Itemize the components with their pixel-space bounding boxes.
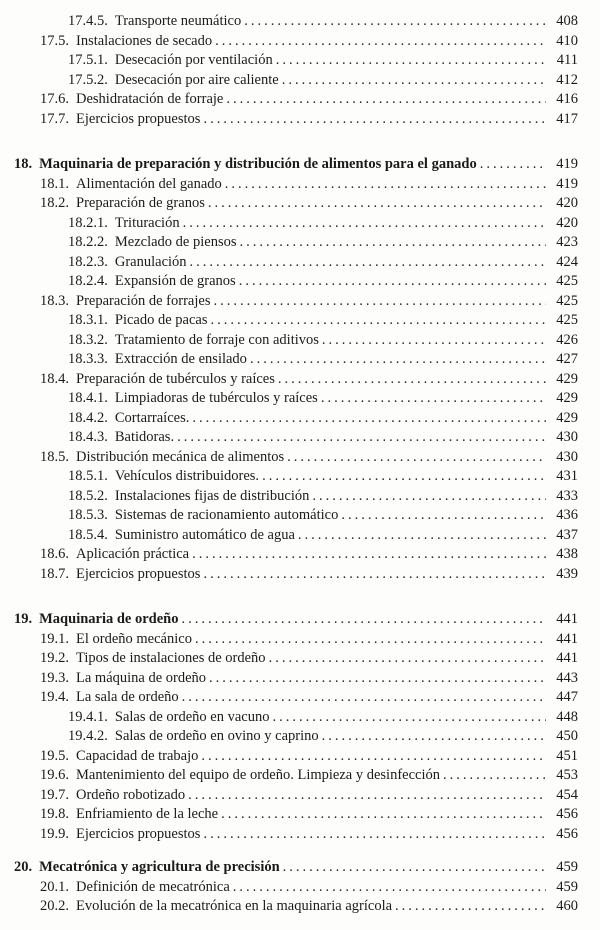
dot-leader — [321, 389, 546, 409]
toc-row — [14, 292, 578, 312]
entry-page: 425 — [556, 312, 578, 328]
entry-page: 456 — [556, 825, 578, 842]
dot-leader — [209, 669, 546, 689]
dot-leader — [192, 545, 546, 565]
dot-leader — [287, 448, 546, 468]
entry-label: Granulación — [114, 253, 187, 270]
entry-label: Cortarraíces. — [114, 409, 190, 426]
entry-number: 18.5. — [40, 448, 69, 465]
entry-number: 18.1. — [40, 175, 69, 192]
dot-leader — [183, 214, 546, 234]
dot-leader — [215, 32, 546, 52]
dot-leader — [322, 331, 546, 351]
entry-label: Expansión de granos — [114, 273, 236, 289]
dot-leader — [192, 409, 546, 429]
toc-row — [14, 428, 578, 448]
toc-row — [14, 727, 578, 747]
dot-leader — [203, 110, 546, 130]
toc-row — [14, 669, 578, 689]
toc-row — [14, 630, 578, 650]
dot-leader — [203, 565, 546, 585]
entry-page: 423 — [556, 234, 578, 250]
toc-row — [14, 32, 578, 52]
entry-label: Mantenimiento del equipo de ordeño. Limpieza y desinfección — [76, 767, 440, 783]
entry-page: 429 — [556, 370, 578, 387]
entry-label: Desecación por ventilación — [114, 52, 273, 68]
entry-page: 426 — [556, 331, 578, 348]
toc-row — [14, 858, 578, 878]
entry-label: Instalaciones de secado — [76, 32, 213, 49]
dot-leader — [278, 370, 546, 390]
entry-number: 17.6. — [40, 91, 69, 107]
entry-label: La máquina de ordeño — [76, 669, 207, 686]
toc-row — [14, 688, 578, 708]
entry-page: 459 — [556, 878, 578, 895]
entry-page: 460 — [556, 898, 578, 914]
entry-label: Mecatrónica y agricultura de precisión — [39, 859, 280, 875]
entry-label: Mezclado de piensos — [114, 234, 237, 250]
toc-row — [14, 350, 578, 370]
entry-page: 441 — [556, 611, 578, 627]
entry-label: Batidoras. — [114, 429, 175, 445]
entry-page: 425 — [556, 292, 578, 309]
dot-leader — [298, 526, 546, 546]
entry-number: 18.4.3. — [68, 429, 108, 445]
entry-page: 429 — [556, 390, 578, 406]
entry-page: 450 — [556, 728, 578, 744]
toc-row — [14, 610, 578, 630]
toc-row — [14, 194, 578, 214]
entry-label: Distribución mecánica de alimentos — [76, 448, 285, 465]
entry-number: 19. — [14, 611, 33, 627]
entry-page: 430 — [556, 429, 578, 445]
dot-leader — [182, 688, 546, 708]
toc-row — [14, 545, 578, 565]
entry-number: 18.2.2. — [68, 234, 108, 250]
entry-page: 410 — [556, 32, 578, 49]
toc-row — [14, 214, 578, 234]
entry-page: 412 — [556, 71, 578, 88]
toc-row — [14, 175, 578, 195]
toc-row — [14, 878, 578, 898]
toc-row — [14, 805, 578, 825]
entry-page: 437 — [556, 526, 578, 543]
entry-page: 441 — [556, 630, 578, 647]
dot-leader — [283, 858, 546, 878]
entry-number: 18.5.4. — [68, 526, 108, 543]
toc-row — [14, 155, 578, 175]
entry-number: 19.6. — [40, 767, 69, 783]
entry-number: 18.5.1. — [68, 468, 108, 484]
toc-row — [14, 331, 578, 351]
entry-label: Desecación por aire caliente — [114, 71, 279, 88]
dot-leader — [273, 708, 547, 728]
entry-label: Extracción de ensilado — [114, 351, 247, 367]
entry-page: 447 — [556, 689, 578, 705]
toc-row — [14, 897, 578, 917]
entry-page: 433 — [556, 487, 578, 504]
toc-row — [14, 233, 578, 253]
toc-row — [14, 565, 578, 585]
toc-row — [14, 311, 578, 331]
entry-number: 18.2.4. — [68, 273, 108, 289]
entry-number: 18.4. — [40, 370, 69, 387]
toc-row — [14, 708, 578, 728]
entry-label: Limpiadoras de tubérculos y raíces — [114, 390, 318, 406]
dot-leader — [201, 747, 546, 767]
toc-row — [14, 370, 578, 390]
dot-leader — [322, 727, 546, 747]
toc-row — [14, 766, 578, 786]
entry-label: Salas de ordeño en vacuno — [114, 708, 270, 725]
toc-row — [14, 51, 578, 71]
entry-page: 436 — [556, 507, 578, 523]
entry-label: Ejercicios propuestos — [76, 825, 201, 842]
entry-page: 456 — [556, 806, 578, 822]
entry-number: 18.4.2. — [68, 409, 108, 426]
dot-leader — [282, 71, 546, 91]
entry-page: 448 — [556, 708, 578, 725]
entry-number: 18.5.3. — [68, 507, 108, 523]
entry-label: Maquinaria de preparación y distribución de alimentos para el ganado — [39, 156, 477, 172]
entry-page: 431 — [556, 468, 578, 484]
entry-number: 18.4.1. — [68, 390, 108, 406]
entry-number: 17.5. — [40, 32, 69, 49]
toc-row — [14, 649, 578, 669]
entry-number: 18.5.2. — [68, 487, 108, 504]
entry-number: 20.1. — [40, 878, 69, 895]
entry-label: Enfriamiento de la leche — [76, 806, 219, 822]
entry-number: 18. — [14, 156, 33, 172]
entry-label: Transporte neumático — [114, 13, 242, 29]
toc-row — [14, 389, 578, 409]
entry-number: 19.4. — [40, 689, 69, 705]
toc-row — [14, 90, 578, 110]
entry-page: 416 — [556, 91, 578, 107]
entry-page: 451 — [556, 747, 578, 764]
toc-row — [14, 71, 578, 91]
dot-leader — [395, 897, 546, 917]
entry-page: 453 — [556, 767, 578, 783]
dot-leader — [312, 487, 546, 507]
entry-label: Picado de pacas — [114, 312, 208, 328]
entry-label: Maquinaria de ordeño — [39, 611, 179, 627]
dot-leader — [226, 90, 546, 110]
entry-page: 439 — [556, 565, 578, 582]
entry-page: 420 — [556, 195, 578, 211]
dot-leader — [225, 175, 546, 195]
entry-number: 18.3. — [40, 292, 69, 309]
entry-number: 18.6. — [40, 546, 69, 562]
dot-leader — [177, 428, 546, 448]
entry-number: 19.4.1. — [68, 708, 108, 725]
dot-leader — [210, 311, 546, 331]
dot-leader — [250, 350, 546, 370]
entry-label: Preparación de forrajes — [76, 292, 211, 309]
entry-number: 18.2.1. — [68, 214, 108, 231]
entry-label: Ejercicios propuestos — [76, 110, 201, 127]
toc-row — [14, 12, 578, 32]
entry-number: 17.4.5. — [68, 13, 108, 29]
entry-label: Preparación de granos — [76, 195, 205, 211]
entry-number: 19.2. — [40, 650, 69, 666]
entry-page: 419 — [556, 156, 578, 172]
dot-leader — [203, 825, 546, 845]
entry-page: 443 — [556, 669, 578, 686]
toc-row — [14, 786, 578, 806]
entry-label: Evolución de la mecatrónica en la maquinaria agrícola — [76, 898, 393, 914]
entry-number: 20. — [14, 859, 33, 875]
dot-leader — [182, 610, 547, 630]
toc-row — [14, 448, 578, 468]
dot-leader — [276, 51, 546, 71]
entry-number: 17.5.2. — [68, 71, 108, 88]
entry-page: 454 — [556, 786, 578, 803]
toc-row — [14, 253, 578, 273]
entry-page: 420 — [556, 214, 578, 231]
entry-label: Definición de mecatrónica — [76, 878, 230, 895]
dot-leader — [208, 194, 546, 214]
entry-number: 19.3. — [40, 669, 69, 686]
entry-label: Vehículos distribuidores. — [114, 468, 260, 484]
entry-page: 438 — [556, 546, 578, 562]
dot-leader — [213, 292, 546, 312]
entry-page: 419 — [556, 175, 578, 192]
entry-page: 424 — [556, 253, 578, 270]
entry-number: 18.3.3. — [68, 351, 108, 367]
entry-page: 417 — [556, 110, 578, 127]
entry-page: 411 — [556, 52, 578, 68]
dot-leader — [269, 649, 546, 669]
toc-row — [14, 272, 578, 292]
entry-label: Instalaciones fijas de distribución — [114, 487, 310, 504]
entry-page: 427 — [556, 351, 578, 367]
entry-page: 425 — [556, 273, 578, 289]
toc-row — [14, 825, 578, 845]
dot-leader — [239, 233, 546, 253]
entry-number: 19.5. — [40, 747, 69, 764]
toc-row — [14, 110, 578, 130]
entry-label: Tipos de instalaciones de ordeño — [76, 650, 266, 666]
entry-label: Ordeño robotizado — [76, 786, 186, 803]
entry-label: Ejercicios propuestos — [76, 565, 201, 582]
entry-number: 18.3.1. — [68, 312, 108, 328]
dot-leader — [233, 878, 546, 898]
dot-leader — [480, 155, 546, 175]
entry-number: 19.1. — [40, 630, 69, 647]
entry-label: El ordeño mecánico — [76, 630, 192, 647]
entry-label: Salas de ordeño en ovino y caprino — [114, 728, 319, 744]
entry-label: Capacidad de trabajo — [76, 747, 199, 764]
toc-row — [14, 487, 578, 507]
entry-page: 430 — [556, 448, 578, 465]
entry-page: 459 — [556, 859, 578, 875]
entry-label: Sistemas de racionamiento automático — [114, 507, 339, 523]
entry-number: 19.8. — [40, 806, 69, 822]
toc-row — [14, 526, 578, 546]
toc-row — [14, 506, 578, 526]
dot-leader — [195, 630, 546, 650]
entry-page: 408 — [556, 13, 578, 29]
entry-number: 18.3.2. — [68, 331, 108, 348]
entry-page: 441 — [556, 650, 578, 666]
entry-number: 17.7. — [40, 110, 69, 127]
entry-number: 19.7. — [40, 786, 69, 803]
dot-leader — [190, 253, 546, 273]
dot-leader — [188, 786, 546, 806]
dot-leader — [262, 467, 546, 487]
dot-leader — [443, 766, 546, 786]
entry-label: Tratamiento de forraje con aditivos — [114, 331, 319, 348]
entry-number: 20.2. — [40, 898, 69, 914]
entry-label: Alimentación del ganado — [76, 175, 222, 192]
dot-leader — [341, 506, 546, 526]
entry-label: Preparación de tubérculos y raíces — [76, 370, 275, 387]
dot-leader — [221, 805, 546, 825]
entry-label: Trituración — [114, 214, 180, 231]
entry-number: 17.5.1. — [68, 52, 108, 68]
entry-page: 429 — [556, 409, 578, 426]
dot-leader — [239, 272, 546, 292]
toc-row — [14, 467, 578, 487]
toc-row — [14, 409, 578, 429]
entry-label: Aplicación práctica — [76, 546, 190, 562]
entry-label: La sala de ordeño — [76, 689, 179, 705]
dot-leader — [244, 12, 546, 32]
entry-label: Deshidratación de forraje — [76, 91, 224, 107]
toc-row — [14, 747, 578, 767]
entry-number: 19.4.2. — [68, 728, 108, 744]
entry-number: 18.2. — [40, 195, 69, 211]
entry-number: 18.2.3. — [68, 253, 108, 270]
entry-number: 18.7. — [40, 565, 69, 582]
entry-label: Suministro automático de agua — [114, 526, 295, 543]
entry-number: 19.9. — [40, 825, 69, 842]
